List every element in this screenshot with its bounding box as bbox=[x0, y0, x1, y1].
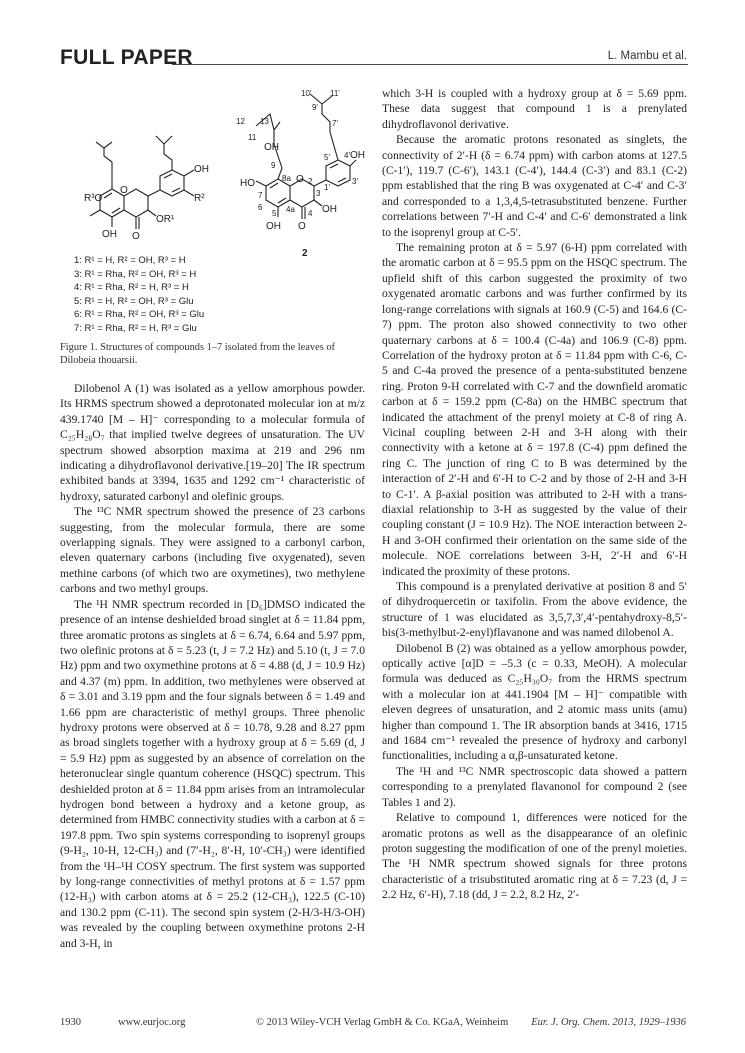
atom-13: 13 bbox=[260, 117, 269, 126]
compound-label: 1: R¹ = H, R² = OH, R³ = H bbox=[74, 255, 186, 266]
paragraph: Dilobenol A (1) was isolated as a yellow amorphous powder. Its HRMS spectrum showed a deprotonated molecular ion at m/z 439.1740 [M – H]⁻ corresponding to a molecular formula of C₂₅H₂₈O₇ that implied twelve degrees of unsaturation. The UV spectrum showed absorption maxima at 219 and 296 nm indicating a dihydroflavonol derivative.[19–20] The IR spectrum exhibited bands at 3394, 1635 and 1292 cm⁻¹ characteristic of hydroxy, saturated carbonyl and olefinic groups. bbox=[60, 382, 365, 503]
paragraph: Because the aromatic protons resonated as singlets, the connectivity of 2′-H (δ = 6.74 ppm) with carbon atoms at 127.5 (C-1′), 119.7 (C-6′), 143.1 (C-4′), 144.4 (C-3′) and 83.1 (C-2) ppm established that the ring B was oxygenated at C-4′ and C-3′ and corresponded to a 1,3,4,5-tetrasubstituted benzene. Further correlations between 7′-H and C-4′ and C-6′ demonstrated a link to the isoprenyl group at C-5′. bbox=[382, 133, 687, 239]
paragraph: The remaining proton at δ = 5.97 (6-H) ppm correlated with the aromatic carbon at δ = 95.5 ppm on the HSQC spectrum. The upfield shift of this carbon suggested the proximity of two oxygenated aromatic carbons and was further confirmed by its long-range correlations with signals at 160.9 (C-5) and 164.6 (C-7) ppm. The proton also showed connectivity to two other quaternary carbons at δ = 100.4 (C-4a) and 106.9 (C-8) ppm. Correlation of the hydroxy proton at δ = 11.84 ppm with C-6, C-5 and C-4a proved the presence of a penta-substituted benzene ring. Proton 9-H correlated with C-7 and the downfield aromatic carbon at δ = 159.2 ppm (C-8a) on the HMBC spectrum that indicated the attachment of the prenyl moiety at C-8 of ring A. Vicinal coupling between 2-H and 3-H along with their connectivity with a ketone at δ = 197.8 (C-4) ppm defined the ring C. The junction of ring C to B was determined by the interaction of 2′-H and 6′-H to C-2 and by those of 2-H and 3-H to C-1′. A β-axial position was attributed to 2-H with a trans-diaxial relationship to 3-H as suggested by the value of their coupling constant (J = 10.9 Hz). The NOE interaction between 2-H and 3-OH confirmed their orientation on the same side of the molecule. NOE correlations between 3-H, 2′-H and 6′-H indicated the proximity of these protons. bbox=[382, 241, 687, 578]
atom-7p: 7' bbox=[332, 119, 338, 128]
atom-ho: HO bbox=[240, 178, 255, 189]
paragraph: which 3-H is coupled with a hydroxy group at δ = 5.69 ppm. These data suggest that compound 1 is a prenylated dihydroflavonol derivative. bbox=[382, 87, 687, 131]
journal-citation: Eur. J. Org. Chem. 2013, 1929–1936 bbox=[531, 1017, 686, 1028]
atom-oh-a: OH bbox=[102, 229, 117, 240]
figure-caption: Figure 1. Structures of compounds 1–7 isolated from the leaves of Dilobeia thouarsii. bbox=[60, 342, 336, 366]
atom-5p: 5' bbox=[324, 153, 330, 162]
section-title: FULL PAPER bbox=[60, 46, 193, 69]
compound-label: 6: R¹ = Rha, R² = OH, R³ = Glu bbox=[74, 309, 205, 320]
atom-11p: 11' bbox=[330, 89, 340, 98]
atom-o-ring2: O bbox=[296, 174, 304, 185]
atom-7: 7 bbox=[258, 191, 263, 200]
journal-url[interactable]: www.eurjoc.org bbox=[118, 1017, 186, 1028]
copyright: © 2013 Wiley-VCH Verlag GmbH & Co. KGaA, Weinheim bbox=[256, 1017, 509, 1028]
paragraph: The ¹H and ¹³C NMR spectroscopic data showed a pattern corresponding to a prenylated flavanonol for compound 2 (see Tables 1 and 2). bbox=[382, 764, 687, 809]
paragraph: This compound is a prenylated derivative at position 8 and 5′ of dihydroquercetin or taxifolin. From the above evidence, the structure of 1 was elucidated as 3,5,7,3′,4′-pentahydroxy-8,5′-bis(3-methylbut-2-enyl)flavanone and was named dilobenol A. bbox=[382, 580, 687, 640]
compound-2-label: 2 bbox=[302, 248, 308, 259]
atom-2: 2 bbox=[308, 177, 313, 186]
compound-legend bbox=[74, 254, 204, 335]
atom-oh-d: OH bbox=[350, 150, 365, 161]
atom-6: 6 bbox=[258, 203, 263, 212]
atom-5: 5 bbox=[272, 209, 277, 218]
structure-1 bbox=[90, 136, 194, 229]
atom-3p: 3' bbox=[352, 177, 358, 186]
atom-oh-c: OH bbox=[264, 142, 279, 153]
left-column bbox=[60, 86, 365, 951]
atom-11: 11 bbox=[248, 133, 257, 142]
atom-12: 12 bbox=[236, 117, 245, 126]
atom-3: 3 bbox=[316, 189, 321, 198]
atom-r2: R² bbox=[194, 193, 205, 204]
atom-9p: 9' bbox=[312, 103, 318, 112]
header-rule bbox=[172, 64, 688, 65]
figure-1 bbox=[60, 86, 365, 341]
paragraph: Dilobenol B (2) was obtained as a yellow amorphous powder, optically active [α]D = –5.3 (c = 0.33, MeOH). A molecular formula was deduced as C₂₅H₃₀O₇ from the HRMS spectrum with a molecular ion at 441.1904 [M – H]⁻ compatible with eleven degrees of unsaturation, and 2 atomic mass units (amu) higher than compound 1. The IR absorption bands at 3416, 1715 and 1684 cm⁻¹ revealed the presence of hydroxy and carbonyl functionalities, including a α,β-unsaturated ketone. bbox=[382, 641, 687, 763]
atom-9: 9 bbox=[271, 161, 276, 170]
compound-label: 5: R¹ = H, R² = OH, R³ = Glu bbox=[74, 295, 194, 307]
atom-o-ring: O bbox=[120, 185, 128, 196]
atom-oh-e: OH bbox=[322, 204, 337, 215]
compound-label: 4: R¹ = Rha, R² = H, R³ = H bbox=[74, 282, 189, 293]
paragraph: Relative to compound 1, differences were noticed for the aromatic protons as well as the disappearance of an olefinic proton suggesting the modification of one of the prenyl moieties. The ¹H NMR spectrum showed signals for three protons characteristic of a trisubstituted aromatic ring at δ = 7.23 (d, J = 2.2 Hz, 6′-H), 7.18 (dd, J = 2.2, 8.2 Hz, 2′- bbox=[382, 811, 687, 902]
atom-o-keto2: O bbox=[298, 221, 306, 232]
atom-o-keto: O bbox=[132, 231, 140, 242]
compound-label: 7: R¹ = Rha, R² = H, R³ = Glu bbox=[74, 322, 197, 334]
page-number: 1930 bbox=[60, 1017, 81, 1028]
atom-4p: 4' bbox=[344, 151, 350, 160]
atom-1p: 1' bbox=[324, 183, 330, 192]
atom-8a: 8a bbox=[282, 174, 291, 183]
compound-label: 3: R¹ = Rha, R² = OH, R³ = H bbox=[74, 268, 197, 280]
atom-10p: 10' bbox=[301, 89, 312, 98]
author-running-head: L. Mambu et al. bbox=[607, 50, 687, 62]
structure-2 bbox=[256, 94, 356, 219]
atom-4a: 4a bbox=[286, 205, 295, 214]
atom-4: 4 bbox=[308, 209, 313, 218]
atom-oh-b: OH bbox=[194, 164, 209, 175]
paragraph: The ¹H NMR spectrum recorded in [D₆]DMSO indicated the presence of an intense deshielded broad singlet at δ = 11.84 ppm, three aromatic protons as singlets at δ = 6.74, 6.64 and 5.97 ppm, two olefinic protons at δ = 5.23 (t, J = 7.2 Hz) and 5.10 (t, J = 7.0 Hz) ppm and two oxymethine protons at δ = 4.88 (d, J = 10.9 Hz) and 4.37 (m) ppm. In addition, two methylenes were observed at δ = 3.01 and 3.19 ppm and the four signals between δ = 1.49 and 1.66 ppm are characteristic of methyl groups. Three phenolic hydroxy protons were observed at δ = 10.78, 9.28 and 8.27 ppm as broad singlets together with a hydroxy group at δ = 5.69 (d, J = 5.9 Hz) ppm as suggested by an absence of correlation on the heteronuclear single quantum coherence (HSQC) spectrum. This deshielded proton at δ = 11.84 ppm arises from an intramolecular hydrogen bond between a hydroxy and a ketone group, as determined from HMBC connectivity studies with a carbon at δ = 197.8 ppm. Two spin systems corresponding to isoprenyl groups (9-H₂, 10-H, 12-CH₃) and (7′-H₂, 8′-H, 10′-CH₃) were identified from the ¹H–¹H COSY spectrum. The first system was supported by long-range connectivities of methyl protons at δ = 1.57 ppm (12-H₃) with carbon atoms at δ = 25.2 (12-CH₃), 122.5 (C-10) and 130.2 ppm (C-11). The second spin system (2-H/3-H/3-OH) was revealed by the coupling between oxymethine protons 2-H and 3-H, in bbox=[60, 597, 365, 950]
atom-oh-f: OH bbox=[266, 221, 281, 232]
paragraph: The ¹³C NMR spectrum showed the presence of 23 carbons suggesting, from the molecular formula, there are some overlapping signals. They were assigned to a carbonyl carbon, eleven quaternary carbons (including five oxygenated), seven methine carbons (of which two are oxymetines), two methylene carbons and two methyl groups. bbox=[60, 505, 365, 596]
right-column bbox=[382, 86, 687, 903]
atom-r3o: R³O bbox=[84, 193, 103, 204]
atom-or1: OR¹ bbox=[156, 214, 175, 225]
